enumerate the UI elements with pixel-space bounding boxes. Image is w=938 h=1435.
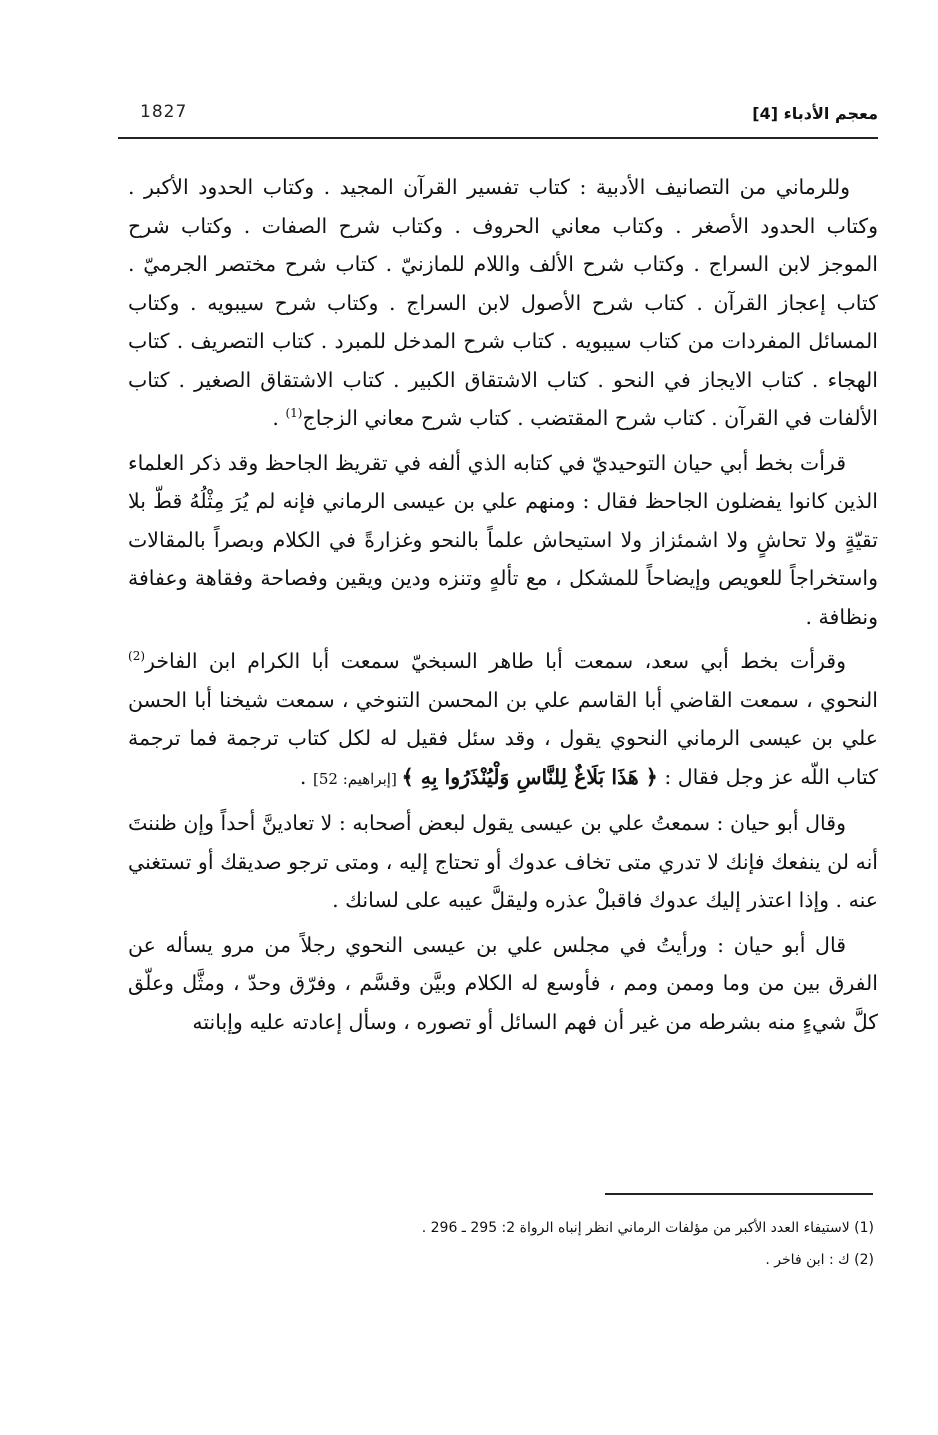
paragraph-marw-questioner: قال أبو حيان : ورأيتُ في مجلس علي بن عيسى النحوي رجلاً من مرو يسأله عن الفرق بين من وما وممن ومم ، فأوسع له الكلام وبيَّن وقسَّم ، وفرّق وحدّ ، ومثَّل وعلّق كلَّ شيءٍ منه بشرطه من غير أن فهم السائل أو تصوره ، وسأل إعادته عليه وإبانته [128, 932, 878, 1034]
paragraph-tawhidi-quote: قرأت بخط أبي حيان التوحيديّ في كتابه الذي ألفه في تقريظ الجاحظ وقد ذكر العلماء الذين كانوا يفضلون الجاحظ فقال : ومنهم علي بن عيسى الرماني فإنه لم يُرَ مِثْلُهُ قطّ بلا تقيّةٍ ولا تحاشٍ ولا اشمئزاز ولا استيحاش علماً بالنحو وغزارةً في الكلام وبصراً بالمقالات واستخراجاً للعويص وإيضاحاً للمشكل ، مع تألهٍ وتنزه ودين ويقين وفصاحة وفقاهة وعفافة ونظافة . [128, 450, 878, 629]
footnote-rule [605, 1193, 873, 1195]
page-header [118, 98, 878, 134]
footnote-2: (2) ك : ابن فاخر . [765, 1252, 874, 1268]
paragraph-quran-question-b: النحوي ، سمعت القاضي أبا القاسم علي بن المحسن التنوخي ، سمعت شيخنا أبا الحسن علي بن عيسى الرماني النحوي يقول ، وقد سئل فقيل له لكل كتاب ترجمة فما ترجمة كتاب اللّه عز وجل فقال : [128, 687, 878, 789]
page-number: 1827 [140, 102, 188, 122]
footnote-ref-2: (2) [128, 649, 146, 664]
quran-verse: ﴿ هَذَا بَلَاغٌ لِلنَّاسِ وَلْيُنْذَرُوا بِهِ ﴾ [401, 764, 658, 789]
paragraph-quran-question-end: . [299, 764, 313, 789]
paragraph-quran-question [128, 642, 878, 798]
main-text [128, 168, 878, 1047]
paragraph-works-text: وللرماني من التصانيف الأدبية : كتاب تفسير القرآن المجيد . وكتاب الحدود الأكبر . وكتاب الحدود الأصغر . وكتاب معاني الحروف . وكتاب شرح الصفات . وكتاب شرح الموجز لابن السراج . وكتاب شرح الألف واللام للمازنيّ . كتاب شرح مختصر الجرميّ . كتاب إعجاز القرآن . كتاب شرح الأصول لابن السراج . وكتاب شرح سيبويه . وكتاب المسائل المفردات من كتاب سيبويه . كتاب شرح المدخل للمبرد . كتاب التصريف . كتاب الهجاء . كتاب الايجاز في النحو . كتاب الاشتقاق الكبير . كتاب الاشتقاق الصغير . كتاب الألفات في القرآن . كتاب شرح المقتضب . كتاب شرح معاني الزجاج [128, 175, 878, 430]
footnote-ref-1: (1) [285, 406, 303, 421]
footnote-1: (1) لاستيفاء العدد الأكبر من مؤلفات الرماني انظر إنباه الرواة 2: 295 ـ 296 . [421, 1220, 874, 1236]
paragraph-works [128, 168, 878, 438]
verse-citation: [إبراهيم: 52] [312, 769, 402, 788]
paragraph-quran-question-a: وقرأت بخط أبي سعد، سمعت أبا طاهر السبخيّ سمعت أبا الكرام ابن الفاخر [145, 649, 846, 673]
header-rule [118, 137, 878, 139]
paragraph-enmity-advice: وقال أبو حيان : سمعتُ علي بن عيسى يقول لبعض أصحابه : لا تعادينَّ أحداً وإن ظننتَ أنه لن ينفعك فإنك لا تدري متى تخاف عدوك أو تحتاج إليه ، ومتى ترجو صديقك أو تستغني عنه . وإذا اعتذر إليك عدوك فاقبلْ عذره وليقلَّ عيبه على لسانك . [128, 811, 878, 912]
footnotes [300, 1212, 874, 1276]
paragraph-works-end: . [272, 406, 286, 430]
running-title: معجم الأدباء [4] [752, 104, 878, 123]
